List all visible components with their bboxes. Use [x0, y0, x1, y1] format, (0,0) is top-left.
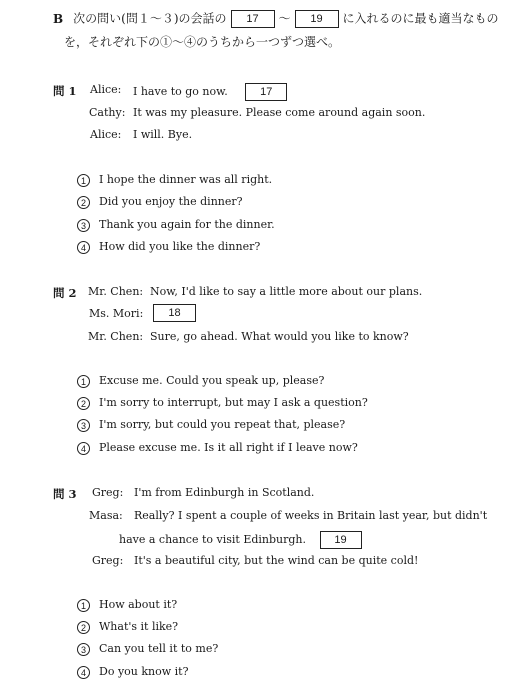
q2-line-2	[153, 304, 196, 322]
q3-option-4	[77, 665, 188, 679]
q3-speaker-1: Greg:	[92, 486, 124, 499]
q3-option-2-text: What's it like?	[99, 620, 179, 633]
q1-line-2: It was my pleasure. Please come around again soon.	[133, 106, 426, 119]
section-label: B	[53, 11, 64, 26]
q1-speaker-3: Alice:	[90, 128, 122, 141]
q2-option-3	[77, 418, 345, 432]
q2-option-2-text: I'm sorry to interrupt, but may I ask a question?	[99, 396, 368, 409]
q2-option-2	[77, 396, 368, 410]
option-number-2: 2	[77, 397, 90, 410]
q2-line-1: Now, I'd like to say a little more about our plans.	[150, 285, 423, 298]
q3-option-1	[77, 598, 177, 612]
option-number-3: 3	[77, 219, 90, 232]
q2-option-4	[77, 441, 358, 455]
option-number-1: 1	[77, 174, 90, 187]
q3-option-3	[77, 642, 218, 656]
option-number-1: 1	[77, 599, 90, 612]
instruction-line-2: を，それぞれ下の①～④のうちから一つずつ選べ。	[64, 35, 341, 49]
q1-line-1-text: I have to go now.	[133, 85, 228, 98]
q2-option-3-text: I'm sorry, but could you repeat that, please?	[99, 418, 346, 431]
q3-line-2: Really? I spent a couple of weeks in Britain last year, but didn't	[134, 509, 488, 522]
question-2-label: 問 2	[53, 286, 77, 300]
q3-line-2-continued	[119, 531, 362, 549]
option-number-3: 3	[77, 419, 90, 432]
option-number-4: 4	[77, 666, 90, 679]
option-number-4: 4	[77, 241, 90, 254]
q2-speaker-1: Mr. Chen:	[88, 285, 144, 298]
answer-box-19: 19	[320, 531, 362, 549]
q1-option-4	[77, 240, 260, 254]
q1-option-2	[77, 195, 243, 209]
q3-speaker-3: Greg:	[92, 554, 124, 567]
q2-option-1	[77, 374, 324, 388]
q1-option-2-text: Did you enjoy the dinner?	[99, 195, 243, 208]
instruction-line-1	[53, 10, 499, 28]
q3-option-1-text: How about it?	[99, 598, 178, 611]
option-number-2: 2	[77, 621, 90, 634]
answer-box-17: 17	[231, 10, 275, 28]
option-number-1: 1	[77, 375, 90, 388]
q2-line-3: Sure, go ahead. What would you like to know?	[150, 330, 409, 343]
q1-speaker-1: Alice:	[90, 83, 122, 96]
q1-option-3	[77, 218, 275, 232]
answer-box-18: 18	[153, 304, 196, 322]
q1-line-3: I will. Bye.	[133, 128, 193, 141]
q3-line-3: It's a beautiful city, but the wind can be quite cold!	[134, 554, 419, 567]
q3-option-2	[77, 620, 178, 634]
q2-speaker-2: Ms. Mori:	[89, 307, 144, 320]
option-number-2: 2	[77, 196, 90, 209]
q1-option-1-text: I hope the dinner was all right.	[99, 173, 273, 186]
q3-line-1: I'm from Edinburgh in Scotland.	[134, 486, 315, 499]
q2-speaker-3: Mr. Chen:	[88, 330, 144, 343]
q1-option-3-text: Thank you again for the dinner.	[99, 218, 275, 231]
answer-box-19: 19	[295, 10, 339, 28]
q1-line-1	[133, 83, 287, 101]
q3-option-4-text: Do you know it?	[99, 665, 189, 678]
q2-option-1-text: Excuse me. Could you speak up, please?	[99, 374, 325, 387]
question-1-label: 問 1	[53, 84, 77, 98]
q1-speaker-2: Cathy:	[89, 106, 126, 119]
q3-line-2-continued-text: have a chance to visit Edinburgh.	[119, 533, 307, 546]
q3-speaker-2: Masa:	[89, 509, 123, 522]
instruction-text-pre: 次の問い(問１～３)の会話の	[73, 11, 227, 26]
tilde: ～	[278, 11, 291, 26]
question-3-label: 問 3	[53, 487, 77, 501]
instruction-text-post: に入れるのに最も適当なもの	[342, 11, 499, 26]
q3-option-3-text: Can you tell it to me?	[99, 642, 219, 655]
q2-option-4-text: Please excuse me. Is it all right if I leave now?	[99, 441, 358, 454]
option-number-4: 4	[77, 442, 90, 455]
q1-option-4-text: How did you like the dinner?	[99, 240, 261, 253]
answer-box-17: 17	[245, 83, 287, 101]
q1-option-1	[77, 173, 272, 187]
option-number-3: 3	[77, 643, 90, 656]
